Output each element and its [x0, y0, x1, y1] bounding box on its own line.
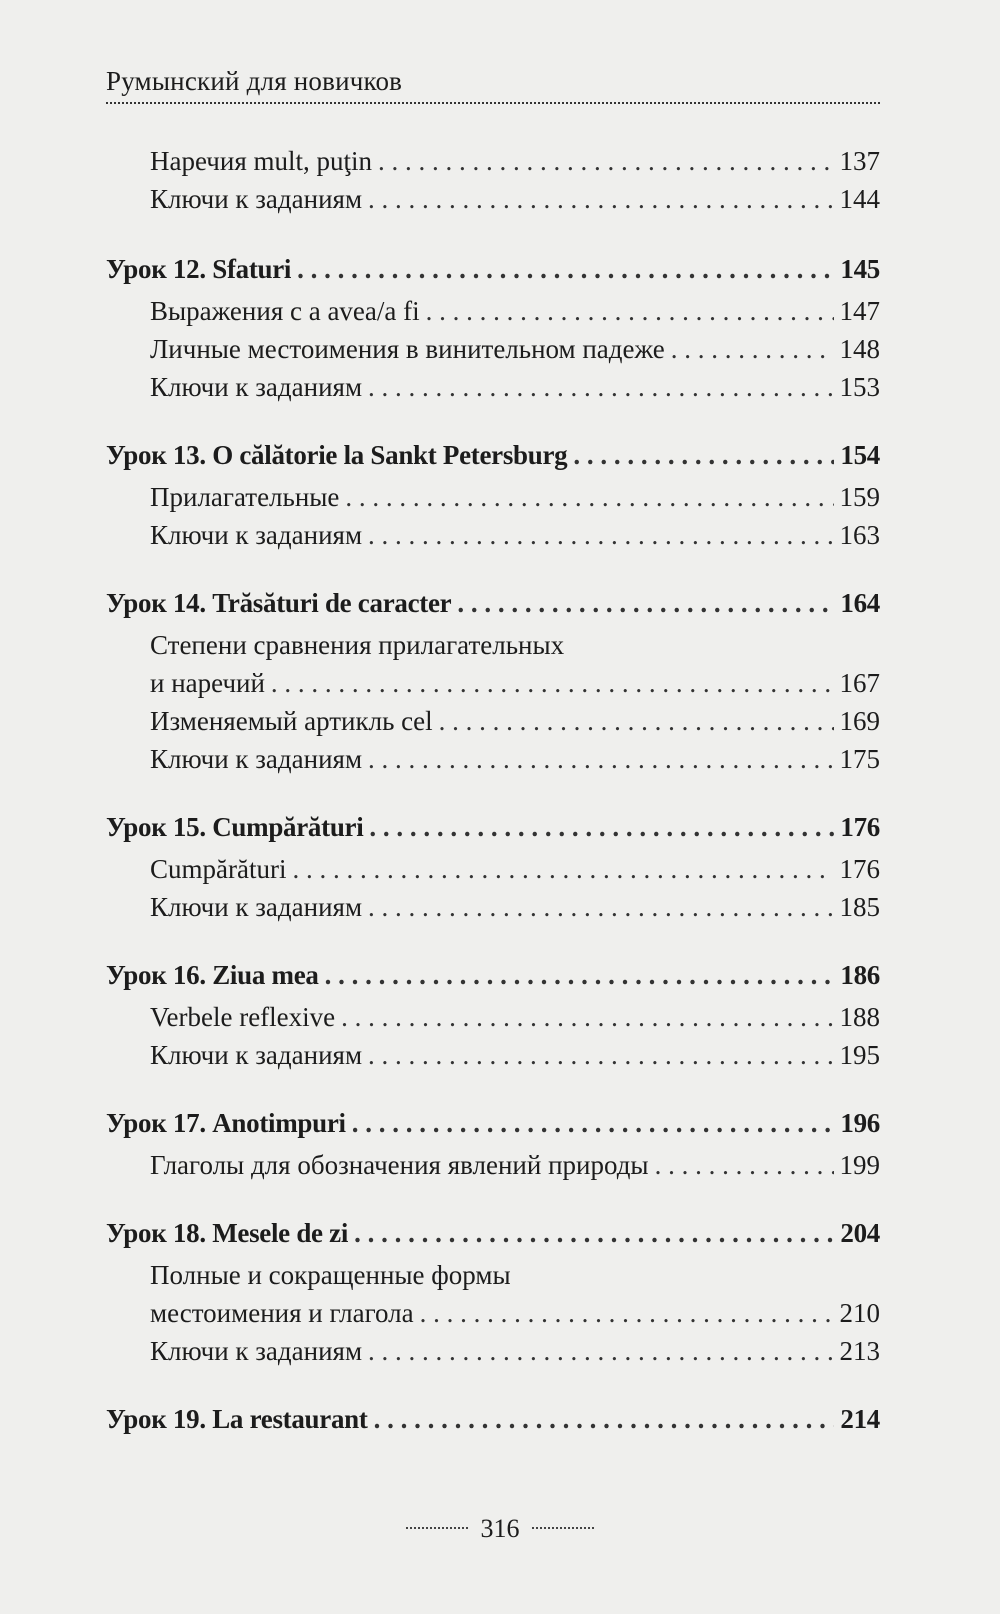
dot-leader	[354, 1218, 834, 1249]
page-ref: 195	[839, 1040, 880, 1070]
page-ref: 147	[839, 296, 880, 326]
page-ref: 214	[840, 1404, 880, 1434]
subentry-title: Ключи к заданиям	[150, 1040, 363, 1070]
lesson-title: Урок 16. Ziua mea	[106, 960, 319, 990]
dot-leader	[573, 440, 834, 471]
toc-subentry	[106, 892, 880, 930]
dot-leader	[341, 1002, 833, 1033]
lesson-title: Урок 12. Sfaturi	[106, 254, 292, 284]
page-ref: 137	[839, 146, 880, 176]
subentry-title: Ключи к заданиям	[150, 744, 363, 774]
toc-subentry	[106, 1298, 880, 1336]
lesson-title: Урок 19. La restaurant	[106, 1404, 368, 1434]
page-ref: 196	[840, 1108, 880, 1138]
page-ref: 204	[840, 1218, 880, 1248]
footer-dots-right	[532, 1527, 594, 1529]
subentry-title: и наречий	[150, 668, 265, 698]
dot-leader	[271, 668, 834, 699]
toc-subentry	[106, 1150, 880, 1188]
toc-subentry	[106, 146, 880, 184]
running-header: Румынский для новичков	[106, 66, 403, 96]
page-ref: 175	[839, 744, 880, 774]
subentry-title: Ключи к заданиям	[150, 520, 363, 550]
toc-lesson-entry	[106, 960, 880, 998]
page-ref: 186	[840, 960, 880, 990]
page-ref: 169	[839, 706, 880, 736]
toc-subentry	[106, 1040, 880, 1078]
lesson-title: Урок 13. O călătorie la Sankt Petersburg	[106, 440, 568, 470]
dot-leader	[368, 372, 833, 403]
subentry-title: Ключи к заданиям	[150, 892, 363, 922]
toc-subentry	[106, 854, 880, 892]
toc-subentry	[106, 372, 880, 410]
page-ref: 148	[839, 334, 880, 364]
subentry-title: Наречия mult, puţin	[150, 146, 372, 176]
lesson-title: Урок 14. Trăsături de caracter	[106, 588, 452, 618]
footer-dots-left	[406, 1527, 468, 1529]
page-ref: 163	[839, 520, 880, 550]
dot-leader	[352, 1108, 834, 1139]
toc-subentry	[106, 1336, 880, 1374]
page-ref: 144	[839, 184, 880, 214]
subentry-title: Изменяемый артикль cel	[150, 706, 433, 736]
subentry-title: Cumpărături	[150, 854, 287, 884]
dot-leader	[368, 1336, 833, 1367]
page-footer	[0, 1514, 1000, 1544]
toc-lesson-entry	[106, 1108, 880, 1146]
page-ref: 167	[839, 668, 880, 698]
toc-subentry-line	[106, 630, 880, 668]
toc-lesson-entry	[106, 812, 880, 850]
subentry-title: Полные и сокращенные формы	[150, 1260, 511, 1290]
page-ref: 188	[839, 1002, 880, 1032]
page-ref: 176	[840, 812, 880, 842]
toc-subentry	[106, 296, 880, 334]
dot-leader	[671, 334, 834, 365]
dot-leader	[655, 1150, 834, 1181]
dot-leader	[439, 706, 834, 737]
dot-leader	[297, 254, 834, 285]
page-ref: 153	[839, 372, 880, 402]
page-ref: 159	[839, 482, 880, 512]
page-ref: 164	[840, 588, 880, 618]
dot-leader	[369, 812, 834, 843]
header-divider	[106, 102, 880, 104]
toc-subentry	[106, 668, 880, 706]
toc-subentry	[106, 744, 880, 782]
toc-lesson-entry	[106, 1218, 880, 1256]
subentry-title: Личные местоимения в винительном падеже	[150, 334, 665, 364]
page-number: 316	[480, 1514, 520, 1543]
dot-leader	[420, 1298, 834, 1329]
subentry-title: Verbele reflexive	[150, 1002, 336, 1032]
subentry-title: Прилагательные	[150, 482, 340, 512]
dot-leader	[325, 960, 834, 991]
dot-leader	[374, 1404, 834, 1435]
dot-leader	[345, 482, 833, 513]
subentry-title: Ключи к заданиям	[150, 1336, 363, 1366]
toc-subentry	[106, 1002, 880, 1040]
dot-leader	[457, 588, 834, 619]
subentry-title: Глаголы для обозначения явлений природы	[150, 1150, 649, 1180]
toc-lesson-entry	[106, 1404, 880, 1442]
dot-leader	[368, 520, 833, 551]
dot-leader	[368, 1040, 833, 1071]
page-ref: 154	[840, 440, 880, 470]
toc-lesson-entry	[106, 588, 880, 626]
dot-leader	[368, 892, 833, 923]
toc-subentry	[106, 706, 880, 744]
dot-leader	[368, 184, 833, 215]
toc-lesson-entry	[106, 254, 880, 292]
toc-subentry	[106, 520, 880, 558]
table-of-contents	[106, 146, 880, 1442]
dot-leader	[368, 744, 833, 775]
toc-subentry	[106, 184, 880, 222]
subentry-title: местоимения и глагола	[150, 1298, 414, 1328]
page-ref: 199	[839, 1150, 880, 1180]
subentry-title: Ключи к заданиям	[150, 372, 363, 402]
dot-leader	[292, 854, 833, 885]
subentry-title: Выражения с a avea/a fi	[150, 296, 420, 326]
lesson-title: Урок 17. Anotimpuri	[106, 1108, 346, 1138]
toc-lesson-entry	[106, 440, 880, 478]
page-ref: 185	[839, 892, 880, 922]
page-ref: 145	[840, 254, 880, 284]
toc-subentry	[106, 482, 880, 520]
page-ref: 213	[839, 1336, 880, 1366]
subentry-title: Ключи к заданиям	[150, 184, 363, 214]
dot-leader	[378, 146, 834, 177]
subentry-title: Степени сравнения прилагательных	[150, 630, 565, 660]
page-ref: 210	[839, 1298, 880, 1328]
toc-subentry	[106, 334, 880, 372]
dot-leader	[426, 296, 834, 327]
lesson-title: Урок 15. Cumpărături	[106, 812, 364, 842]
page-ref: 176	[839, 854, 880, 884]
toc-subentry-line	[106, 1260, 880, 1298]
lesson-title: Урок 18. Mesele de zi	[106, 1218, 349, 1248]
